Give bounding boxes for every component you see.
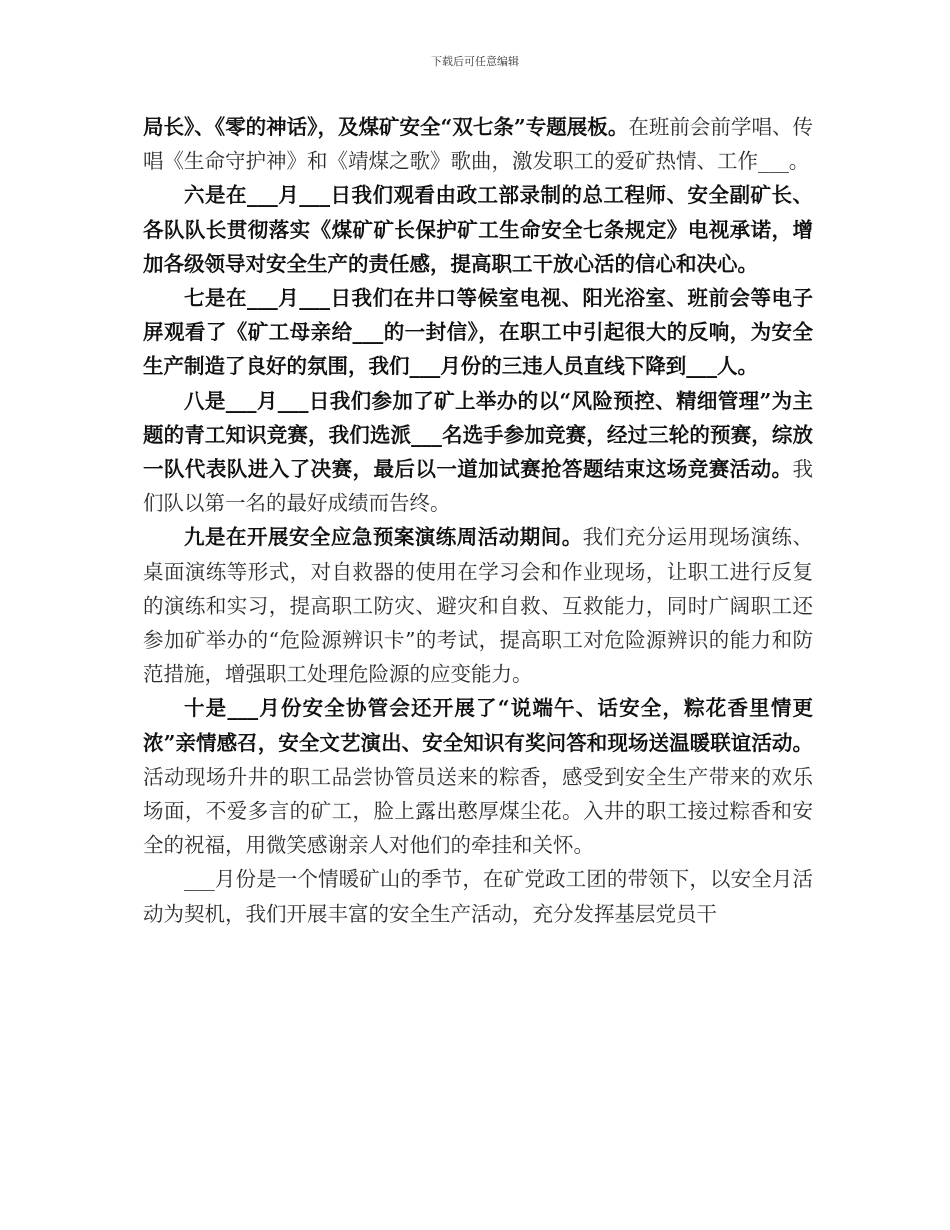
paragraph-9 [143,520,813,691]
document-body [143,110,813,931]
page-header: 下载后可任意编辑 [431,55,519,68]
paragraph-1-bold: 局长》、《零的神话》，及煤矿安全“双七条”专题展板。 [143,115,629,139]
paragraph-9-bold: 九是在开展安全应急预案演练周活动期间。 [184,525,583,550]
paragraph-10-text: 活动现场升井的职工品尝协管员送来的粽香，感受到安全生产带来的欢乐场面，不爱多言的矿工，脸上露出憨厚煤尘花。入井的职工接过粽香和安全的祝福，用微笑感谢亲人对他们的牵挂和关怀。 [143,764,813,858]
paragraph-10 [143,691,813,862]
paragraph-7-bold: 七是在___月___日我们在井口等候室电视、阳光浴室、班前会等电子屏观看了《矿工母亲给___的一封信》，在职工中引起很大的反响，为安全生产制造了良好的氛围，我们___月份的三违人员直线下降到___人。 [143,286,813,379]
paragraph-8-bold: 八是___月___日我们参加了矿上举办的以“风险预控、精细管理”为主题的青工知识竞赛，我们选派___名选手参加竞赛，经过三轮的预赛，综放一队代表队进入了决赛，最后以一道加试赛抢答题结束这场竞赛活动。 [143,388,813,482]
paragraph-1 [143,110,813,178]
paragraph-summary-text: ___月份是一个情暖矿山的季节，在矿党政工团的带领下，以安全月活动为契机，我们开展丰富的安全生产活动，充分发挥基层党员干 [143,867,813,926]
paragraph-8 [143,384,813,521]
paragraph-8-text: 我们队以第一名的最好成绩而告终。 [143,457,813,516]
paragraph-10-bold: 十是___月份安全协管会还开展了“说端午、话安全，粽花香里情更浓”亲情感召，安全文艺演出、安全知识有奖问答和现场送温暖联谊活动。 [143,696,813,755]
paragraph-1-text: 在班前会前学唱、传唱《生命守护神》和《靖煤之歌》歌曲，激发职工的爱矿热情、工作___。 [143,115,813,174]
paragraph-6-bold: 六是在___月___日我们观看由政工部录制的总工程师、安全副矿长、各队队长贯彻落实《煤矿矿长保护矿工生命安全七条规定》电视承诺，增加各级领导对安全生产的责任感，提高职工干放心活的信心和决心。 [143,183,813,276]
paragraph-6 [143,178,813,281]
paragraph-9-text: 我们充分运用现场演练、桌面演练等形式，对自救器的使用在学习会和作业现场，让职工进行反复的演练和实习，提高职工防灾、避灾和自救、互救能力，同时广阔职工还参加矿举办的“危险源辨识卡”的考试，提高职工对危险源辨识的能力和防范措施，增强职工处理危险源的应变能力。 [143,525,813,687]
paragraph-7 [143,281,813,384]
paragraph-summary [143,862,813,930]
